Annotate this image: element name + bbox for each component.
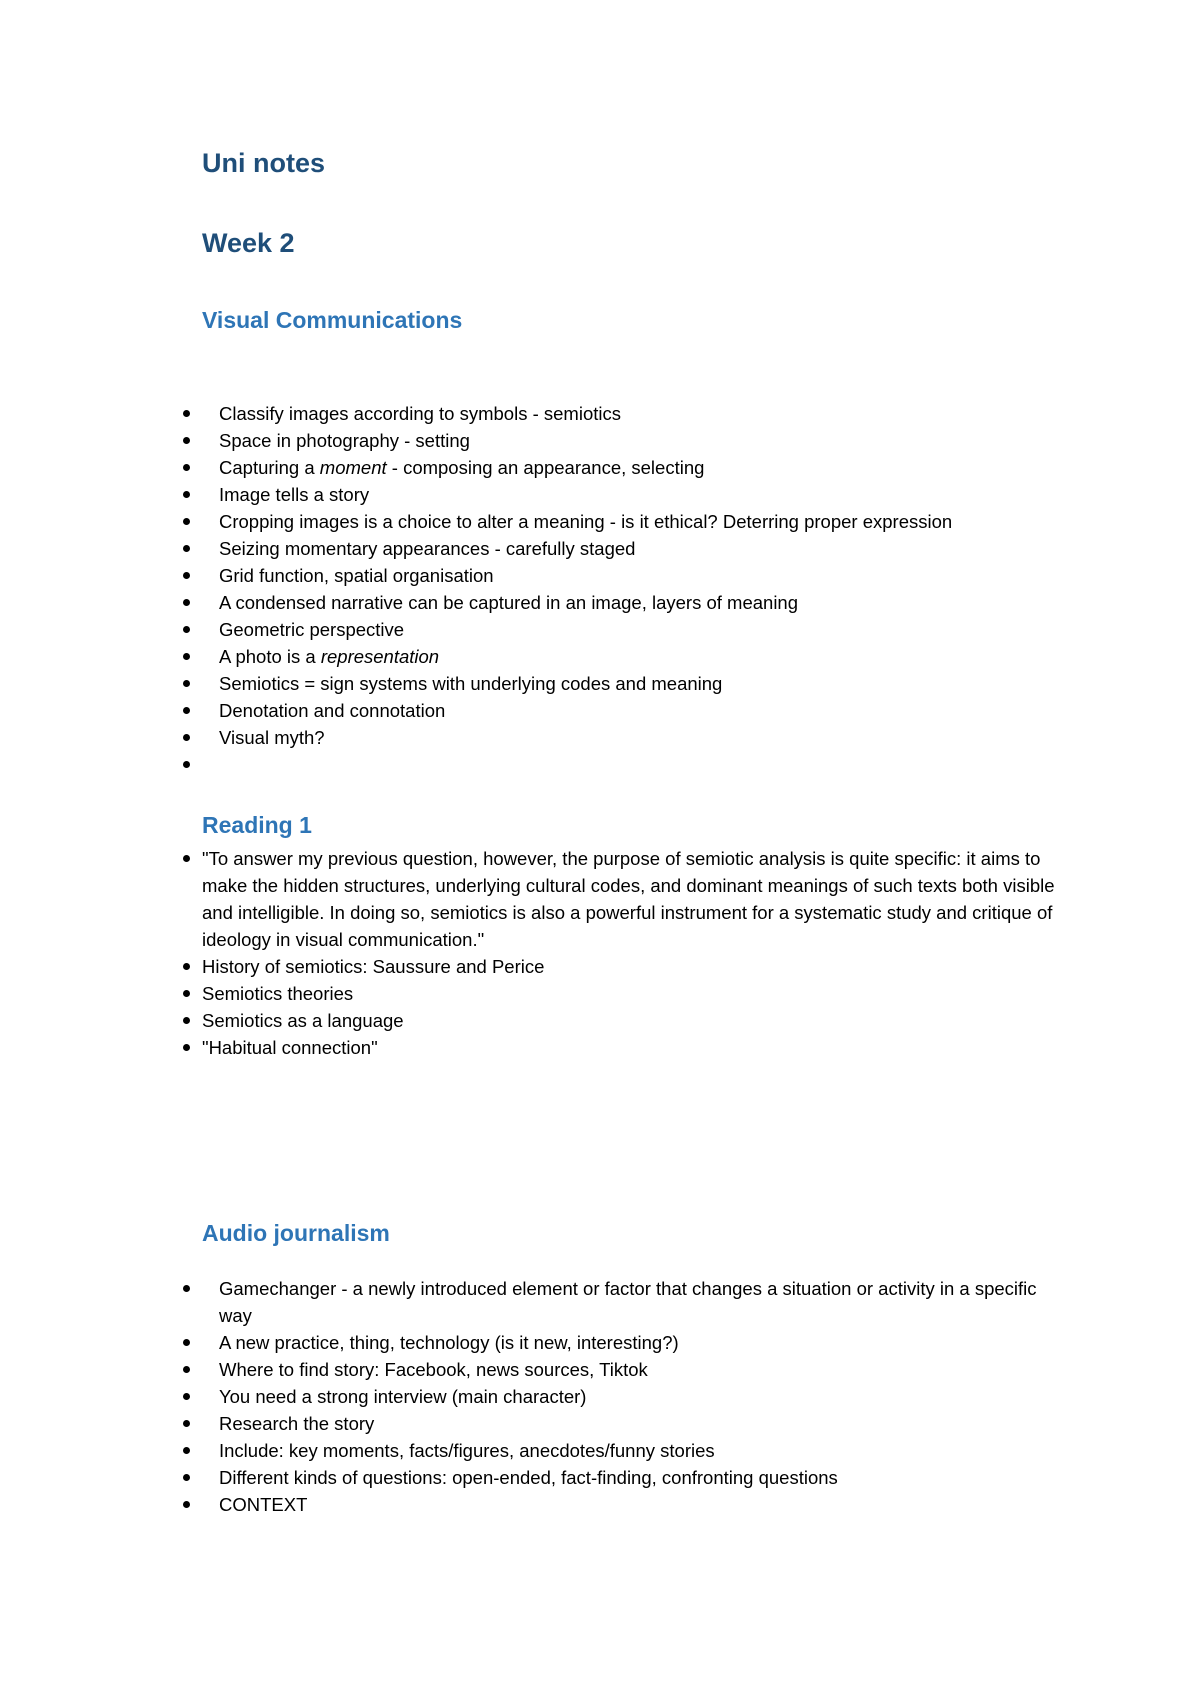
bullet-icon bbox=[183, 1285, 190, 1292]
audio-list-item bbox=[0, 1437, 1200, 1464]
visual-list-item bbox=[0, 751, 1200, 778]
bullet-icon bbox=[183, 572, 190, 579]
list-item-text: Classify images according to symbols - semiotics bbox=[219, 403, 621, 424]
list-item-text: A new practice, thing, technology (is it new, interesting?) bbox=[219, 1332, 679, 1353]
bullet-icon bbox=[183, 545, 190, 552]
visual-list-item bbox=[0, 697, 1200, 724]
visual-list-item bbox=[0, 616, 1200, 643]
audio-list-item bbox=[0, 1275, 1200, 1329]
list-item-text: "Habitual connection" bbox=[202, 1037, 378, 1058]
visual-list-item bbox=[0, 427, 1200, 454]
bullet-icon bbox=[183, 963, 190, 970]
audio-list-item bbox=[0, 1464, 1200, 1491]
list-item-text: Semiotics theories bbox=[202, 983, 354, 1004]
list-item-text: Space in photography - setting bbox=[219, 430, 470, 451]
list-item-text: Include: key moments, facts/figures, anecdotes/funny stories bbox=[219, 1440, 715, 1461]
bullet-icon bbox=[183, 1474, 190, 1481]
list-item-text: Grid function, spatial organisation bbox=[219, 565, 494, 586]
visual-list-item bbox=[0, 481, 1200, 508]
list-item-text: Gamechanger - a newly introduced element or factor that changes a situation or activity in a specific way bbox=[219, 1278, 1037, 1326]
list-item-text-pre: A photo is a bbox=[219, 646, 321, 667]
bullet-icon bbox=[183, 707, 190, 714]
visual-list-item bbox=[0, 589, 1200, 616]
bullet-icon bbox=[183, 761, 190, 768]
reading-list-item bbox=[0, 845, 1200, 953]
list-item-text: Seizing momentary appearances - carefully staged bbox=[219, 538, 636, 559]
bullet-icon bbox=[183, 680, 190, 687]
list-item-text: Semiotics as a language bbox=[202, 1010, 404, 1031]
list-item-text-post: - composing an appearance, selecting bbox=[386, 457, 705, 478]
list-item-text: Semiotics = sign systems with underlying codes and meaning bbox=[219, 673, 723, 694]
list-item-text: Visual myth? bbox=[219, 727, 325, 748]
bullet-icon bbox=[183, 410, 190, 417]
audio-list-item bbox=[0, 1410, 1200, 1437]
bullet-icon bbox=[183, 1501, 190, 1508]
audio-list-item bbox=[0, 1491, 1200, 1518]
reading-1-heading: Reading 1 bbox=[202, 812, 312, 838]
visual-list-item bbox=[0, 454, 1200, 481]
list-item-text: Geometric perspective bbox=[219, 619, 405, 640]
list-item-text: Where to find story: Facebook, news sources, Tiktok bbox=[219, 1359, 648, 1380]
bullet-icon bbox=[183, 626, 190, 633]
bullet-icon bbox=[183, 1447, 190, 1454]
visual-list-item bbox=[0, 535, 1200, 562]
list-item-text-pre: Capturing a bbox=[219, 457, 320, 478]
list-item-text: "To answer my previous question, however, the purpose of semiotic analysis is quite specific: it aims to make the hidden structures, underlying cultural codes, and dominant meanings of such texts both visible and intelligible. In doing so, semiotics is also a powerful instrument for a systematic study and critique of ideology in visual communication." bbox=[202, 848, 1055, 950]
audio-journalism-heading: Audio journalism bbox=[202, 1220, 390, 1246]
bullet-icon bbox=[183, 437, 190, 444]
visual-list-item bbox=[0, 562, 1200, 589]
audio-list-item bbox=[0, 1329, 1200, 1356]
bullet-icon bbox=[183, 599, 190, 606]
reading-list-item bbox=[0, 953, 1200, 980]
list-item-text: Denotation and connotation bbox=[219, 700, 446, 721]
visual-list-item bbox=[0, 508, 1200, 535]
bullet-icon bbox=[183, 464, 190, 471]
list-item-text bbox=[219, 646, 439, 667]
visual-list-item bbox=[0, 670, 1200, 697]
bullet-icon bbox=[183, 1017, 190, 1024]
list-item-text bbox=[219, 457, 704, 478]
list-item-text: Image tells a story bbox=[219, 484, 370, 505]
list-item-text-emphasis: representation bbox=[320, 646, 440, 667]
bullet-icon bbox=[183, 1339, 190, 1346]
list-item-text: Cropping images is a choice to alter a meaning - is it ethical? Deterring proper expression bbox=[219, 511, 953, 532]
bullet-icon bbox=[183, 491, 190, 498]
audio-list-item bbox=[0, 1356, 1200, 1383]
bullet-icon bbox=[183, 518, 190, 525]
bullet-icon bbox=[183, 734, 190, 741]
bullet-icon bbox=[183, 1044, 190, 1051]
visual-list-item bbox=[0, 643, 1200, 670]
visual-list-item bbox=[0, 724, 1200, 751]
bullet-icon bbox=[183, 1393, 190, 1400]
bullet-icon bbox=[183, 1420, 190, 1427]
reading-list-item bbox=[0, 1034, 1200, 1061]
reading-1-list bbox=[0, 845, 1200, 1061]
list-item-text: You need a strong interview (main character) bbox=[219, 1386, 587, 1407]
bullet-icon bbox=[183, 653, 190, 660]
visual-communications-heading: Visual Communications bbox=[202, 307, 463, 333]
list-item-text: A condensed narrative can be captured in an image, layers of meaning bbox=[219, 592, 799, 613]
list-item-text: History of semiotics: Saussure and Perice bbox=[202, 956, 545, 977]
bullet-icon bbox=[183, 1366, 190, 1373]
list-item-text-emphasis: moment bbox=[319, 457, 387, 478]
audio-journalism-list bbox=[0, 1275, 1200, 1518]
list-item-text: CONTEXT bbox=[219, 1494, 308, 1515]
visual-list-item bbox=[0, 400, 1200, 427]
document-title: Uni notes bbox=[202, 148, 326, 178]
list-item-text: Research the story bbox=[219, 1413, 375, 1434]
reading-list-item bbox=[0, 980, 1200, 1007]
bullet-icon bbox=[183, 990, 190, 997]
list-item-text: Different kinds of questions: open-ended, fact-finding, confronting questions bbox=[219, 1467, 838, 1488]
visual-communications-list bbox=[0, 400, 1200, 778]
reading-list-item bbox=[0, 1007, 1200, 1034]
bullet-icon bbox=[183, 855, 190, 862]
week-heading: Week 2 bbox=[202, 228, 295, 258]
audio-list-item bbox=[0, 1383, 1200, 1410]
